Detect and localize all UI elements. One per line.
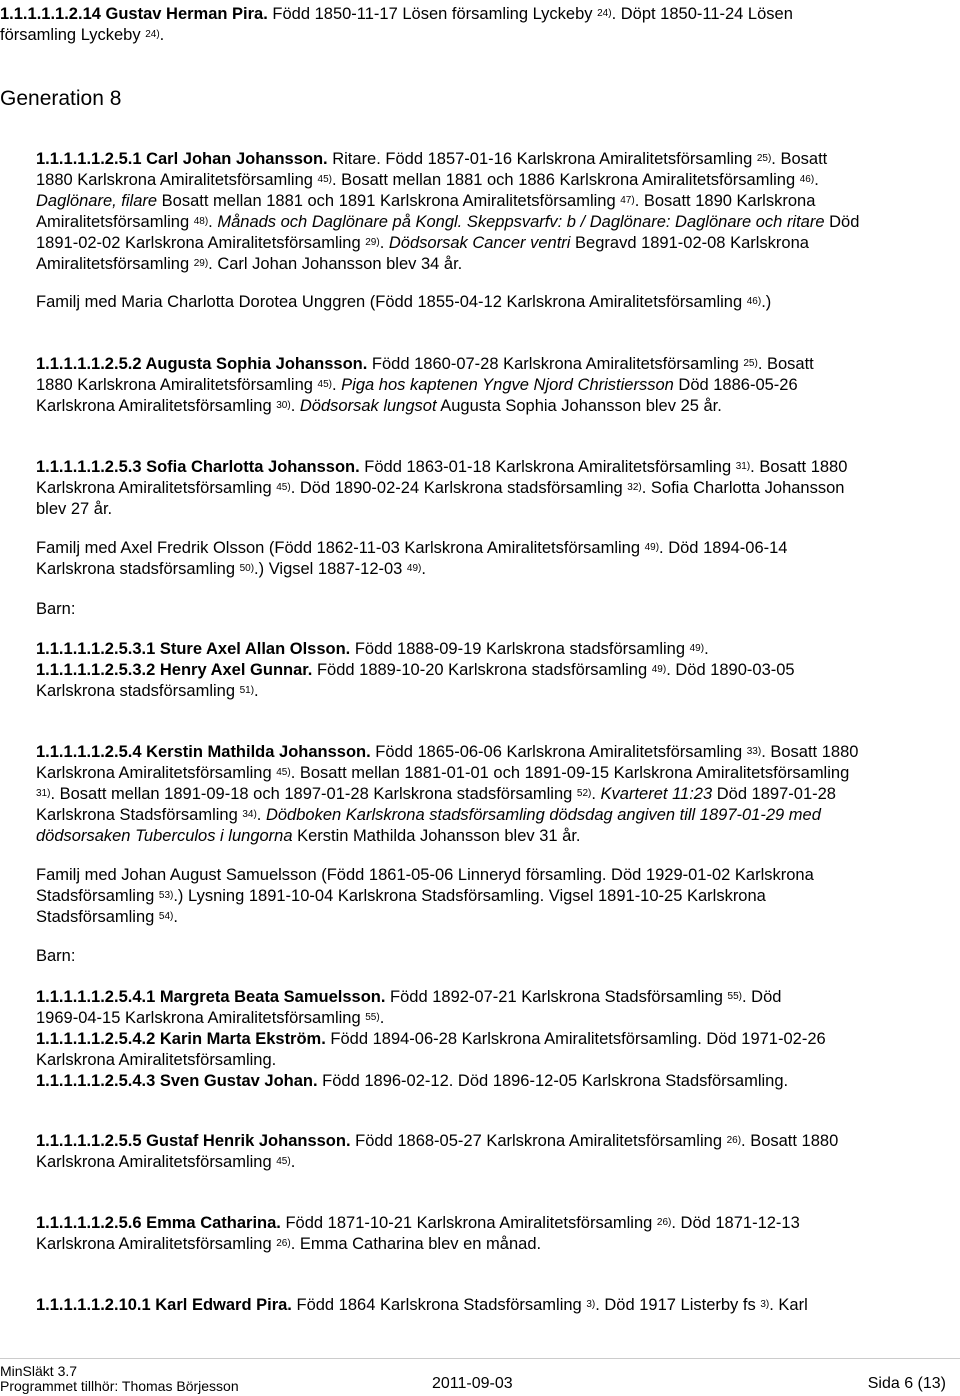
entry-heading: 1.1.1.1.1.2.5.3.1 Sture Axel Allan Olsson. (36, 640, 351, 658)
text-segment: Född 1868-05-27 Karlskrona Amiralitetsförsamling (350, 1132, 727, 1150)
text-segment: . Karl (769, 1296, 808, 1314)
text-segment: Augusta Sophia Johansson blev 25 år. (436, 397, 722, 415)
text-segment: Stadsförsamling (36, 908, 159, 926)
source-reference: 46) (799, 174, 815, 185)
text-segment: Familj med Maria Charlotta Dorotea Unggren (Född 1855-04-12 Karlskrona Amiralitetsförsamling (36, 293, 747, 311)
source-reference: 26) (726, 1135, 742, 1146)
footer-owner: Programmet tillhör: Thomas Börjesson (0, 1378, 239, 1394)
source-reference: 45) (317, 174, 332, 185)
text-segment: Dödboken Karlskrona stadsförsamling dödsdag angiven till 1897-01-29 med (265, 806, 821, 824)
text-segment: Född 1850-11-17 Lösen församling Lyckeby (267, 5, 598, 23)
text-segment: Familj med Johan August Samuelsson (Född 1861-05-06 Linneryd församling. Död 1929-01-02 Karlskrona (36, 866, 814, 884)
text-segment: . Bosatt 1880 (741, 1132, 839, 1150)
text-segment: Karlskrona Stadsförsamling (36, 806, 243, 824)
text-line (36, 396, 814, 417)
text-line (36, 559, 787, 580)
text-line (36, 149, 859, 170)
text-segment: . Död 1871-12-13 (671, 1214, 800, 1232)
text-segment: Född 1863-01-18 Karlskrona Amiralitetsförsamling (359, 458, 736, 476)
text-segment: församling Lyckeby (0, 26, 146, 44)
entry-heading: 1.1.1.1.1.2.5.1 Carl Johan Johansson. (36, 150, 328, 168)
entry-heading: 1.1.1.1.1.2.5.4.3 Sven Gustav Johan. (36, 1072, 318, 1090)
source-reference: 55) (727, 991, 742, 1002)
text-segment: . (208, 213, 218, 231)
text-segment: . (379, 1009, 385, 1027)
text-segment: Begravd 1891-02-08 Karlskrona (570, 234, 809, 252)
text-segment: Familj med Axel Fredrik Olsson (Född 1862-11-03 Karlskrona Amiralitetsförsamling (36, 539, 645, 557)
text-segment: . Bosatt (757, 355, 814, 373)
text-segment: .) Vigsel 1887-12-03 (254, 560, 407, 578)
family-kerstin-mathilda (36, 865, 814, 928)
source-reference: 45) (276, 767, 291, 778)
text-segment: 1969-04-15 Karlskrona Amiralitetsförsamling (36, 1009, 366, 1027)
source-reference: 49) (651, 664, 667, 675)
entry-heading: 1.1.1.1.1.2.5.2 Augusta Sophia Johansson. (36, 355, 368, 373)
text-line (36, 784, 858, 805)
text-segment: Född 1864 Karlskrona Stadsförsamling (291, 1296, 587, 1314)
source-reference: 30) (276, 400, 291, 411)
text-segment: . Döpt 1850-11-24 Lösen (611, 5, 793, 23)
footer-date: 2011-09-03 (432, 1375, 513, 1392)
footer-page-number: Sida 6 (13) (867, 1375, 946, 1392)
source-reference: 51) (239, 685, 255, 696)
text-segment: . Emma Catharina blev en månad. (290, 1235, 542, 1253)
text-segment: . (254, 682, 259, 700)
text-segment: Piga hos kaptenen Yngve Njord Christiersson (341, 376, 674, 394)
source-reference: 45) (276, 482, 291, 493)
text-segment: . Död 1890-02-24 Karlskrona stadsförsamling (290, 479, 628, 497)
text-line (36, 1050, 826, 1071)
text-segment: Karlskrona Amiralitetsförsamling (36, 1235, 277, 1253)
entry-heading: 1.1.1.1.1.2.5.3 Sofia Charlotta Johansson. (36, 458, 360, 476)
text-segment: . (290, 397, 300, 415)
text-line (36, 681, 795, 702)
entry-heading: 1.1.1.1.1.2.10.1 Karl Edward Pira. (36, 1296, 292, 1314)
source-reference: 45) (317, 379, 332, 390)
text-segment: 1880 Karlskrona Amiralitetsförsamling (36, 171, 318, 189)
source-reference: 47) (620, 195, 635, 206)
text-line (36, 1152, 838, 1173)
source-reference: 26) (276, 1238, 291, 1249)
text-segment: . (332, 376, 342, 394)
source-reference: 49) (644, 542, 660, 553)
text-segment: Dödsorsak lungsot (299, 397, 437, 415)
entry-karl-edward-pira (36, 1295, 808, 1316)
source-reference: 25) (756, 153, 772, 164)
entry-gustaf-henrik-johansson (36, 1131, 838, 1173)
source-reference: 46) (746, 296, 762, 307)
text-segment: . (173, 908, 178, 926)
text-segment: Dödsorsak Cancer ventri (388, 234, 571, 252)
family-sofia-charlotta (36, 538, 787, 580)
text-segment: Död 1886-05-26 (673, 376, 798, 394)
text-segment: . Bosatt 1880 (750, 458, 848, 476)
source-reference: 3) (586, 1299, 596, 1310)
entry-heading: 1.1.1.1.1.2.14 Gustav Herman Pira. (0, 5, 268, 23)
text-line (36, 946, 75, 967)
source-reference: 45) (276, 1156, 291, 1167)
text-segment: dödsorsaken Tuberculos i lungorna (36, 827, 293, 845)
text-segment: Född 1871-10-21 Karlskrona Amiralitetsförsamling (280, 1214, 657, 1232)
text-line (36, 292, 771, 313)
text-segment: Amiralitetsförsamling (36, 213, 194, 231)
children-label-sofia (36, 599, 75, 620)
generation-heading: Generation 8 (0, 87, 122, 110)
text-segment: . (256, 806, 266, 824)
text-segment: Daglönare, filare (36, 192, 158, 210)
text-segment: Amiralitetsförsamling (36, 255, 194, 273)
source-reference: 29) (193, 258, 209, 269)
text-line (36, 233, 859, 254)
entry-heading: 1.1.1.1.1.2.5.4.2 Karin Marta Ekström. (36, 1030, 326, 1048)
source-reference: 31) (36, 788, 51, 799)
text-segment: . (704, 640, 709, 658)
text-segment: Bosatt mellan 1881 och 1891 Karlskrona Amiralitetsförsamling (157, 192, 621, 210)
text-line (36, 1213, 800, 1234)
source-reference: 48) (193, 216, 209, 227)
source-reference: 33) (746, 746, 762, 757)
source-reference: 49) (689, 643, 705, 654)
text-segment: .) (761, 293, 772, 311)
text-segment: . Död 1890-03-05 (666, 661, 795, 679)
text-segment: Kvarteret 11:23 (600, 785, 713, 803)
text-segment: .) Lysning 1891-10-04 Karlskrona Stadsförsamling. Vigsel 1891-10-25 Karlskrona (173, 887, 766, 905)
text-segment: Kerstin Mathilda Johansson blev 31 år. (292, 827, 581, 845)
text-segment: . Bosatt 1880 (761, 743, 859, 761)
text-segment: . (290, 1153, 296, 1171)
text-segment: . (379, 234, 389, 252)
text-segment: 1891-02-02 Karlskrona Amiralitetsförsamling (36, 234, 366, 252)
text-segment: Död (824, 213, 860, 231)
text-line (36, 1131, 838, 1152)
source-reference: 53) (158, 890, 174, 901)
text-segment: . (421, 560, 426, 578)
source-reference: 24) (597, 8, 612, 19)
text-line (36, 907, 814, 928)
text-segment: Barn: (36, 947, 76, 965)
text-line (36, 538, 787, 559)
text-segment: Född 1889-10-20 Karlskrona stadsförsamling (312, 661, 652, 679)
source-reference: 24) (145, 29, 160, 40)
family-carl-johan (36, 292, 771, 313)
text-line (36, 1295, 808, 1316)
text-segment: Karlskrona Amiralitetsförsamling (36, 764, 277, 782)
text-line (0, 4, 793, 25)
text-line (36, 763, 858, 784)
text-segment: Född 1888-09-19 Karlskrona stadsförsamling (350, 640, 690, 658)
text-line (36, 191, 859, 212)
text-segment: Barn: (36, 600, 76, 618)
source-reference: 25) (743, 358, 758, 369)
text-segment: . Bosatt 1890 Karlskrona (634, 192, 816, 210)
text-segment: . Död 1917 Listerby fs (595, 1296, 761, 1314)
footer-software: MinSläkt 3.7 (0, 1363, 78, 1379)
text-segment: . Död (742, 988, 782, 1006)
entry-heading: 1.1.1.1.1.2.5.4 Kerstin Mathilda Johansson. (36, 743, 371, 761)
text-segment: Karlskrona Amiralitetsförsamling (36, 397, 277, 415)
text-segment: Född 1892-07-21 Karlskrona Stadsförsamling (385, 988, 728, 1006)
text-segment: . Carl Johan Johansson blev 34 år. (208, 255, 463, 273)
text-line (36, 987, 826, 1008)
entry-gustav-herman-pira (0, 4, 793, 46)
text-segment: Född 1894-06-28 Karlskrona Amiralitetsförsamling. Död 1971-02-26 (325, 1030, 826, 1048)
text-line (36, 1071, 826, 1092)
text-segment: . Bosatt mellan 1881 och 1886 Karlskrona Amiralitetsförsamling (332, 171, 800, 189)
footer-divider (0, 1358, 960, 1359)
text-segment: . (159, 26, 165, 44)
text-line (36, 212, 859, 233)
text-segment: . Död 1894-06-14 (659, 539, 788, 557)
text-segment: Död 1897-01-28 (712, 785, 836, 803)
entry-heading: 1.1.1.1.1.2.5.5 Gustaf Henrik Johansson. (36, 1132, 351, 1150)
entry-emma-catharina (36, 1213, 800, 1255)
text-line (36, 742, 858, 763)
entry-heading: 1.1.1.1.1.2.5.3.2 Henry Axel Gunnar. (36, 661, 313, 679)
text-line (36, 660, 795, 681)
text-segment: Född 1896-02-12. Död 1896-12-05 Karlskrona Stadsförsamling. (317, 1072, 789, 1090)
source-reference: 29) (365, 237, 380, 248)
children-kerstin-mathilda (36, 987, 826, 1092)
text-line (36, 375, 814, 396)
source-reference: 49) (406, 563, 422, 574)
text-segment: Karlskrona Amiralitetsförsamling (36, 1153, 277, 1171)
text-segment: Ritare. Född 1857-01-16 Karlskrona Amiralitetsförsamling (327, 150, 757, 168)
text-segment: . Bosatt mellan 1881-01-01 och 1891-09-15 Karlskrona Amiralitetsförsamling (290, 764, 850, 782)
text-segment: . (814, 171, 819, 189)
text-line (36, 354, 814, 375)
text-segment: . Bosatt mellan 1891-09-18 och 1897-01-28 Karlskrona stadsförsamling (50, 785, 577, 803)
source-reference: 55) (365, 1012, 380, 1023)
text-line (36, 457, 847, 478)
text-line (36, 1029, 826, 1050)
text-line (0, 25, 793, 46)
entry-kerstin-mathilda-johansson (36, 742, 858, 847)
source-reference: 32) (627, 482, 642, 493)
text-segment: Karlskrona stadsförsamling (36, 560, 240, 578)
source-reference: 34) (242, 809, 257, 820)
entry-heading: 1.1.1.1.1.2.5.4.1 Margreta Beata Samuelsson. (36, 988, 386, 1006)
text-line (36, 1234, 800, 1255)
text-line (36, 826, 858, 847)
text-line (36, 599, 75, 620)
text-line (36, 865, 814, 886)
text-line (36, 805, 858, 826)
text-segment: blev 27 år. (36, 500, 113, 518)
entry-augusta-sophia-johansson (36, 354, 814, 417)
text-segment: Karlskrona stadsförsamling (36, 682, 240, 700)
entry-heading: 1.1.1.1.1.2.5.6 Emma Catharina. (36, 1214, 281, 1232)
text-segment: Född 1865-06-06 Karlskrona Amiralitetsförsamling (370, 743, 747, 761)
children-label-kerstin (36, 946, 75, 967)
text-line (36, 478, 847, 499)
text-segment: Karlskrona Amiralitetsförsamling (36, 479, 277, 497)
entry-sofia-charlotta-johansson (36, 457, 847, 520)
text-segment: Karlskrona Amiralitetsförsamling. (36, 1051, 277, 1069)
source-reference: 54) (158, 911, 174, 922)
text-segment: Stadsförsamling (36, 887, 159, 905)
text-segment: Månads och Daglönare på Kongl. Skeppsvarfv: b / Daglönare: Daglönare och ritare (217, 213, 825, 231)
text-line (36, 886, 814, 907)
text-segment: . Bosatt (771, 150, 828, 168)
source-reference: 26) (656, 1217, 672, 1228)
text-line (36, 170, 859, 191)
text-segment: . Sofia Charlotta Johansson (641, 479, 845, 497)
text-segment: 1880 Karlskrona Amiralitetsförsamling (36, 376, 318, 394)
text-line (36, 1008, 826, 1029)
children-sofia-charlotta (36, 639, 795, 702)
source-reference: 31) (735, 461, 751, 472)
text-line (36, 254, 859, 275)
source-reference: 3) (760, 1299, 770, 1310)
source-reference: 50) (239, 563, 255, 574)
text-segment: Född 1860-07-28 Karlskrona Amiralitetsförsamling (367, 355, 744, 373)
entry-carl-johan-johansson (36, 149, 859, 275)
text-line (36, 639, 795, 660)
text-line (36, 499, 847, 520)
text-segment: . (591, 785, 601, 803)
source-reference: 52) (576, 788, 592, 799)
